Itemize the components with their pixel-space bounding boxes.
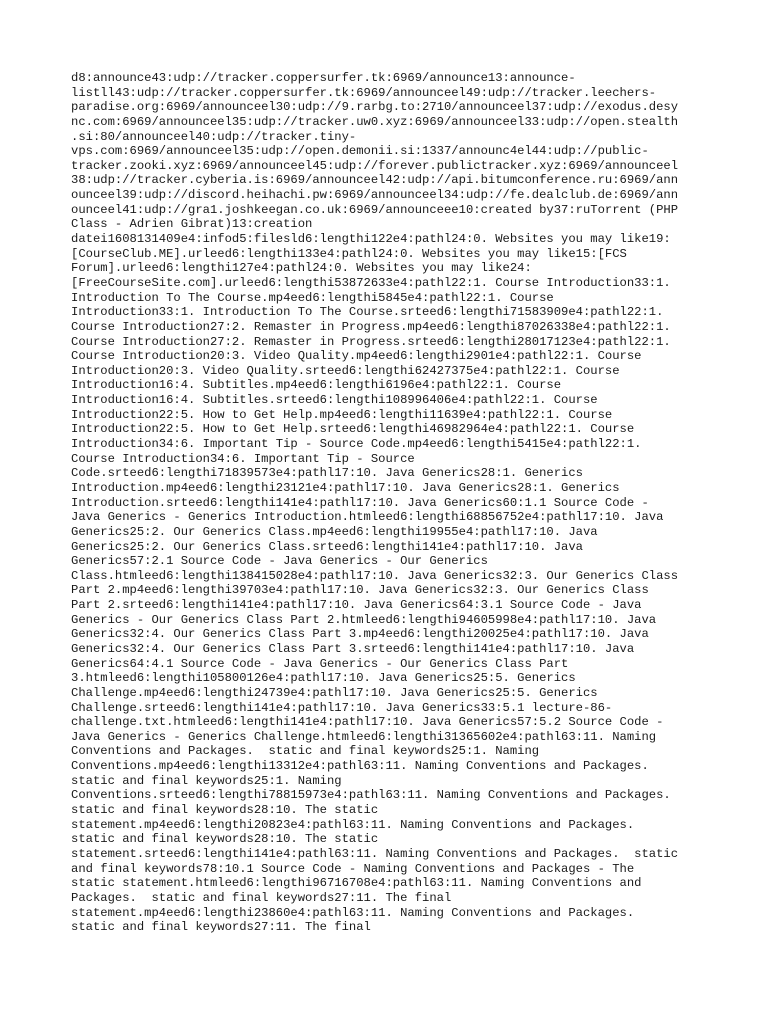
text-line: datei1608131409e4:infod5:filesld6:lengthi122e4:pathl24:0. Websites you may like19: bbox=[71, 232, 671, 247]
text-line: and final keywords78:10.1 Source Code - Naming Conventions and Packages - The bbox=[71, 861, 635, 876]
text-line: paradise.org:6969/announceel30:udp://9.rarbg.to:2710/announceel37:udp://exodus.desy bbox=[71, 100, 679, 115]
text-line: Course Introduction27:2. Remaster in Progress.mp4eed6:lengthi87026338e4:pathl22:1. bbox=[71, 319, 671, 334]
text-line: Course Introduction20:3. Video Quality.mp4eed6:lengthi2901e4:pathl22:1. Course bbox=[71, 349, 642, 364]
text-line: static statement.htmleed6:lengthi96716708e4:pathl63:11. Naming Conventions and bbox=[71, 876, 642, 891]
text-line: Introduction22:5. How to Get Help.mp4eed6:lengthi11639e4:pathl22:1. Course bbox=[71, 407, 613, 422]
text-line: tracker.zooki.xyz:6969/announceel45:udp://forever.publictracker.xyz:6969/announceel bbox=[71, 158, 679, 173]
text-line: Introduction16:4. Subtitles.mp4eed6:lengthi6196e4:pathl22:1. Course bbox=[71, 378, 562, 393]
text-line: vps.com:6969/announceel35:udp://open.demonii.si:1337/announc4el44:udp://public- bbox=[71, 144, 649, 159]
text-line: Challenge.srteed6:lengthi141e4:pathl17:10. Java Generics33:5.1 lecture-86- bbox=[71, 700, 613, 715]
text-line: static and final keywords28:10. The static bbox=[71, 803, 379, 818]
text-line: Part 2.srteed6:lengthi141e4:pathl17:10. Java Generics64:3.1 Source Code - Java bbox=[71, 598, 642, 613]
text-line: Course Introduction27:2. Remaster in Progress.srteed6:lengthi28017123e4:pathl22:1. bbox=[71, 334, 671, 349]
text-line: Part 2.mp4eed6:lengthi39703e4:pathl17:10. Java Generics32:3. Our Generics Class bbox=[71, 583, 649, 598]
text-line: Class - Adrien Gibrat)13:creation bbox=[71, 217, 313, 232]
text-line: Introduction.mp4eed6:lengthi23121e4:pathl17:10. Java Generics28:1. Generics bbox=[71, 480, 620, 495]
text-line: nc.com:6969/announceel35:udp://tracker.uw0.xyz:6969/announceel33:udp://open.stealth bbox=[71, 114, 679, 129]
text-line: Conventions and Packages. static and final keywords25:1. Naming bbox=[71, 744, 540, 759]
text-line: Introduction To The Course.mp4eed6:lengthi5845e4:pathl22:1. Course bbox=[71, 290, 554, 305]
text-line: [CourseClub.ME].urleed6:lengthi133e4:pathl24:0. Websites you may like15:[FCS bbox=[71, 246, 627, 261]
text-line: Generics32:4. Our Generics Class Part 3.mp4eed6:lengthi20025e4:pathl17:10. Java bbox=[71, 627, 649, 642]
text-line: Java Generics - Generics Challenge.htmleed6:lengthi31365602e4:pathl63:11. Naming bbox=[71, 729, 657, 744]
text-line: Java Generics - Generics Introduction.htmleed6:lengthi68856752e4:pathl17:10. Java bbox=[71, 510, 664, 525]
text-line: 38:udp://tracker.cyberia.is:6969/announceel42:udp://api.bitumconference.ru:6969/ann bbox=[71, 173, 679, 188]
text-line: Introduction34:6. Important Tip - Source Code.mp4eed6:lengthi5415e4:pathl22:1. bbox=[71, 437, 642, 452]
text-line: challenge.txt.htmleed6:lengthi141e4:pathl17:10. Java Generics57:5.2 Source Code - bbox=[71, 715, 664, 730]
text-line: Challenge.mp4eed6:lengthi24739e4:pathl17:10. Java Generics25:5. Generics bbox=[71, 685, 598, 700]
text-line: ounceel39:udp://discord.heihachi.pw:6969/announceel34:udp://fe.dealclub.de:6969/ann bbox=[71, 188, 679, 203]
text-line: Generics - Our Generics Class Part 2.htmleed6:lengthi94605998e4:pathl17:10. Java bbox=[71, 612, 657, 627]
text-line: .si:80/announceel40:udp://tracker.tiny- bbox=[71, 129, 357, 144]
text-line: Introduction33:1. Introduction To The Course.srteed6:lengthi71583909e4:pathl22:1. bbox=[71, 305, 664, 320]
text-line: Generics25:2. Our Generics Class.mp4eed6:lengthi19955e4:pathl17:10. Java bbox=[71, 524, 598, 539]
text-line: Conventions.mp4eed6:lengthi13312e4:pathl63:11. Naming Conventions and Packages. bbox=[71, 759, 649, 774]
text-line: static and final keywords27:11. The final bbox=[71, 920, 371, 935]
text-line: Class.htmleed6:lengthi138415028e4:pathl17:10. Java Generics32:3. Our Generics Class bbox=[71, 568, 679, 583]
text-line: 3.htmleed6:lengthi105800126e4:pathl17:10. Java Generics25:5. Generics bbox=[71, 671, 576, 686]
text-line: [FreeCourseSite.com].urleed6:lengthi53872633e4:pathl22:1. Course Introduction33:1. bbox=[71, 275, 671, 290]
text-line: Generics25:2. Our Generics Class.srteed6:lengthi141e4:pathl17:10. Java bbox=[71, 539, 583, 554]
text-line: Introduction22:5. How to Get Help.srteed6:lengthi46982964e4:pathl22:1. Course bbox=[71, 422, 635, 437]
text-line: Introduction.srteed6:lengthi141e4:pathl17:10. Java Generics60:1.1 Source Code - bbox=[71, 495, 649, 510]
text-line: Packages. static and final keywords27:11. The final bbox=[71, 890, 452, 905]
text-line: static and final keywords25:1. Naming bbox=[71, 773, 342, 788]
text-line: statement.mp4eed6:lengthi20823e4:pathl63:11. Naming Conventions and Packages. bbox=[71, 817, 635, 832]
document-text bbox=[71, 71, 701, 935]
text-line: Introduction20:3. Video Quality.srteed6:lengthi62427375e4:pathl22:1. Course bbox=[71, 363, 620, 378]
text-line: Introduction16:4. Subtitles.srteed6:lengthi108996406e4:pathl22:1. Course bbox=[71, 393, 598, 408]
text-line: Generics32:4. Our Generics Class Part 3.srteed6:lengthi141e4:pathl17:10. Java bbox=[71, 641, 635, 656]
text-line: statement.srteed6:lengthi141e4:pathl63:11. Naming Conventions and Packages. static bbox=[71, 846, 679, 861]
text-line: ounceel41:udp://gra1.joshkeegan.co.uk:6969/announceee10:created by37:ruTorrent (PHP bbox=[71, 202, 679, 217]
text-line: Code.srteed6:lengthi71839573e4:pathl17:10. Java Generics28:1. Generics bbox=[71, 466, 583, 481]
text-line: Forum].urleed6:lengthi127e4:pathl24:0. Websites you may like24: bbox=[71, 261, 532, 276]
text-line: Course Introduction34:6. Important Tip - Source bbox=[71, 451, 415, 466]
text-line: Generics57:2.1 Source Code - Java Generics - Our Generics bbox=[71, 554, 488, 569]
text-line: static and final keywords28:10. The static bbox=[71, 832, 379, 847]
text-line: Conventions.srteed6:lengthi78815973e4:pathl63:11. Naming Conventions and Packages. bbox=[71, 788, 671, 803]
text-line: listll43:udp://tracker.coppersurfer.tk:6969/announceel49:udp://tracker.leechers- bbox=[71, 85, 657, 100]
text-line: d8:announce43:udp://tracker.coppersurfer.tk:6969/announce13:announce- bbox=[71, 71, 576, 85]
text-line: Generics64:4.1 Source Code - Java Generics - Our Generics Class Part bbox=[71, 656, 569, 671]
text-line: statement.mp4eed6:lengthi23860e4:pathl63:11. Naming Conventions and Packages. bbox=[71, 905, 635, 920]
